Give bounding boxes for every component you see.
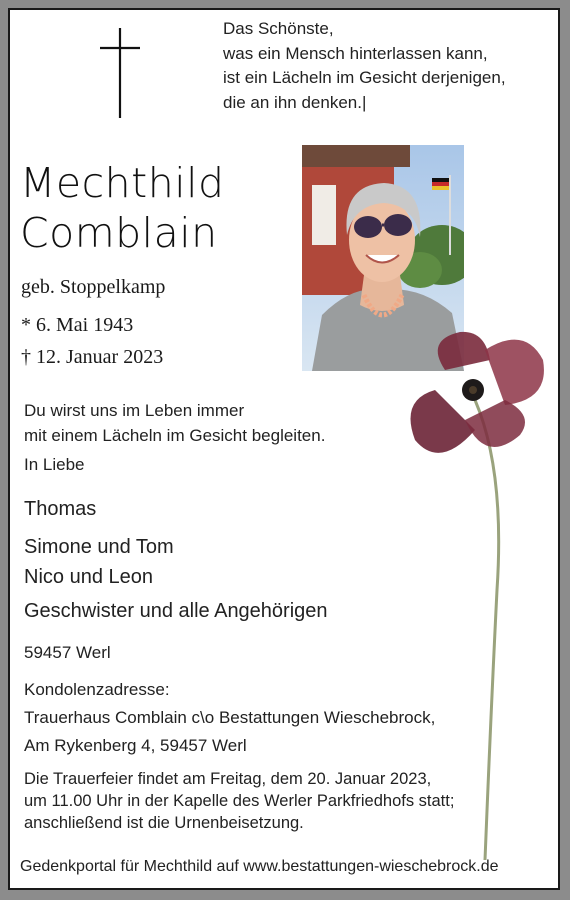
farewell-message: [24, 398, 325, 448]
condolence-street: Am Rykenberg 4, 59457 Werl: [24, 736, 247, 755]
mourner: Simone und Tom: [24, 536, 174, 558]
mourner: Nico und Leon: [24, 566, 153, 588]
deceased-name: [20, 158, 225, 258]
funeral-info: [24, 768, 454, 834]
mourners-list: [24, 494, 328, 626]
quote-line: Das Schönste,: [223, 19, 334, 38]
closing: In Liebe: [24, 455, 85, 474]
condolence-address: Trauerhaus Comblain c\o Bestattungen Wieschebrock,: [24, 708, 436, 727]
birth-name: geb. Stoppelkamp: [21, 276, 166, 298]
quote-line: ist ein Lächeln im Gesicht derjenigen,: [223, 68, 506, 87]
funeral-line: anschließend ist die Urnenbeisetzung.: [24, 814, 304, 832]
first-name: Mechthild: [20, 159, 225, 207]
mourner: Thomas: [24, 498, 97, 520]
quote-line: was ein Mensch hinterlassen kann,: [223, 43, 488, 63]
cross-icon: [100, 28, 140, 118]
last-name: Comblain: [20, 209, 218, 257]
quote: [223, 17, 506, 115]
city: 59457 Werl: [24, 643, 111, 662]
message-line: mit einem Lächeln im Gesicht begleiten.: [24, 426, 326, 445]
funeral-line: Die Trauerfeier findet am Freitag, dem 20. Januar 2023,: [24, 770, 432, 788]
message-line: Du wirst uns im Leben immer: [24, 401, 245, 420]
memorial-portal-link[interactable]: Gedenkportal für Mechthild auf www.bestattungen-wieschebrock.de: [20, 858, 499, 875]
quote-line: die an ihn denken.|: [223, 92, 367, 112]
mourner: Geschwister und alle Angehörigen: [24, 600, 328, 622]
death-date: † 12. Januar 2023: [21, 346, 164, 368]
funeral-line: um 11.00 Uhr in der Kapelle des Werler Parkfriedhofs statt;: [24, 792, 455, 810]
birth-date: * 6. Mai 1943: [21, 314, 134, 336]
condolence-label: Kondolenzadresse:: [24, 680, 170, 699]
